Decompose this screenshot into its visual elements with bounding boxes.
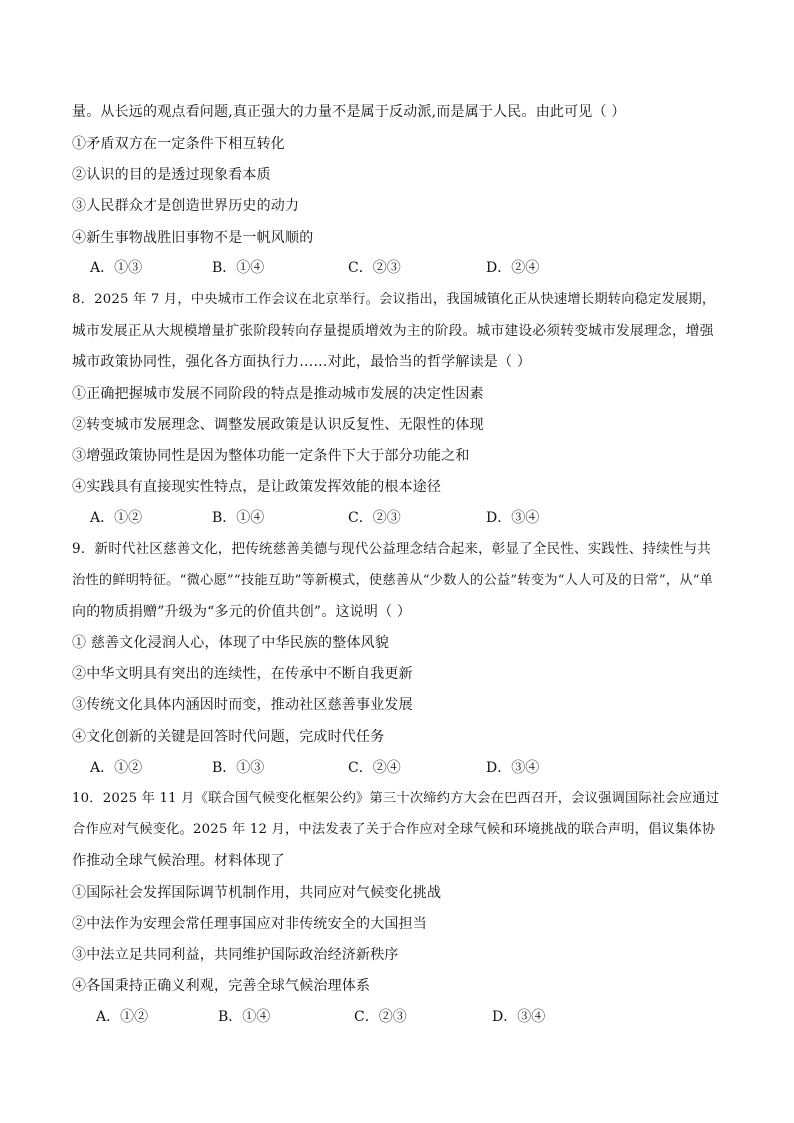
q7-option-a[interactable]: A．①③ (90, 260, 143, 276)
q10-statement-1: ①国际社会发挥国际调节机制作用，共同应对气候变化挑战 (72, 885, 442, 901)
q9-stem-line-2: 治性的鲜明特征。“微心愿”“技能互助”等新模式，使慈善从“少数人的公益”转变为“人人可及的日常”，从“单 (72, 573, 714, 588)
q8-stem-line-1: 8．2025 年 7 月，中央城市工作会议在北京举行。会议指出，我国城镇化正从快速增长期转向稳定发展期， (72, 292, 716, 307)
q10-option-c[interactable]: C．②③ (354, 1009, 407, 1025)
q7-options (90, 258, 730, 278)
q8-statement-4: ④实践具有直接现实性特点，是让政策发挥效能的根本途径 (72, 479, 442, 495)
q10-stem-line-1: 10．2025 年 11 月《联合国气候变化框架公约》第三十次缔约方大会在巴西召开，会议强调国际社会应通过 (72, 791, 720, 806)
q10-statement-4: ④各国秉持正确义利观，完善全球气候治理体系 (72, 978, 371, 994)
q9-statement-4: ④文化创新的关键是回答时代问题，完成时代任务 (72, 729, 385, 745)
q8-option-d[interactable]: D．③④ (486, 510, 540, 526)
q8-statement-1: ①正确把握城市发展不同阶段的特点是推动城市发展的决定性因素 (72, 386, 484, 402)
q9-option-d[interactable]: D．③④ (486, 760, 540, 776)
q7-option-b[interactable]: B．①④ (212, 260, 265, 276)
q7-statement-3: ③人民群众才是创造世界历史的动力 (72, 198, 300, 214)
q10-stem-line-2: 合作应对气候变化。2025 年 12 月，中法发表了关于合作应对全球气候和环境挑战的联合声明，倡议集体协 (72, 822, 716, 837)
q10-statement-3: ③中法立足共同利益，共同维护国际政治经济新秩序 (72, 947, 399, 963)
q9-options (90, 758, 730, 778)
q10-statement-2: ②中法作为安理会常任理事国应对非传统安全的大国担当 (72, 916, 427, 932)
q9-option-c[interactable]: C．②④ (348, 760, 401, 776)
q10-options (96, 1007, 736, 1027)
q7-option-c[interactable]: C．②③ (348, 260, 401, 276)
q8-stem-line-2: 城市发展正从大规模增量扩张阶段转向存量提质增效为主的阶段。城市建设必须转变城市发展理念，增强 (72, 323, 714, 339)
q7-stem-tail: 量。从长远的观点看问题,真正强大的力量不是属于反动派,而是属于人民。由此可见（ ） (72, 104, 626, 120)
q7-statement-1: ①矛盾双方在一定条件下相互转化 (72, 136, 285, 152)
q8-options (90, 508, 730, 528)
q9-stem-line-3: 向的物质捐赠”升级为“多元的价值共创”。这说明（ ） (72, 604, 412, 620)
q8-statement-3: ③增强政策协同性是因为整体功能一定条件下大于部分功能之和 (72, 448, 470, 464)
q9-option-a[interactable]: A．①② (90, 760, 143, 776)
q9-statement-3: ③传统文化具体内涵因时而变，推动社区慈善事业发展 (72, 697, 413, 713)
q10-option-b[interactable]: B．①④ (218, 1009, 271, 1025)
q8-statement-2: ②转变城市发展理念、调整发展政策是认识反复性、无限性的体现 (72, 417, 484, 433)
q10-option-a[interactable]: A．①② (96, 1009, 149, 1025)
q9-stem-line-1: 9．新时代社区慈善文化，把传统慈善美德与现代公益理念结合起来，彰显了全民性、实践性、持续性与共 (72, 541, 711, 557)
q9-statement-2: ②中华文明具有突出的连续性，在传承中不断自我更新 (72, 666, 413, 682)
q10-stem-line-3: 作推动全球气候治理。材料体现了 (72, 853, 285, 869)
q8-option-b[interactable]: B．①④ (212, 510, 265, 526)
q7-option-d[interactable]: D．②④ (486, 260, 540, 276)
q8-stem-line-3: 城市政策协同性，强化各方面执行力……对此，最恰当的哲学解读是（ ） (72, 354, 532, 370)
q8-option-c[interactable]: C．②③ (348, 510, 401, 526)
q7-statement-4: ④新生事物战胜旧事物不是一帆风顺的 (72, 230, 314, 246)
q10-option-d[interactable]: D．③④ (492, 1009, 546, 1025)
q7-statement-2: ②认识的目的是透过现象看本质 (72, 167, 271, 183)
q9-statement-1: ① 慈善文化浸润人心，体现了中华民族的整体风貌 (72, 635, 390, 651)
q8-option-a[interactable]: A．①② (90, 510, 143, 526)
q9-option-b[interactable]: B．①③ (212, 760, 265, 776)
